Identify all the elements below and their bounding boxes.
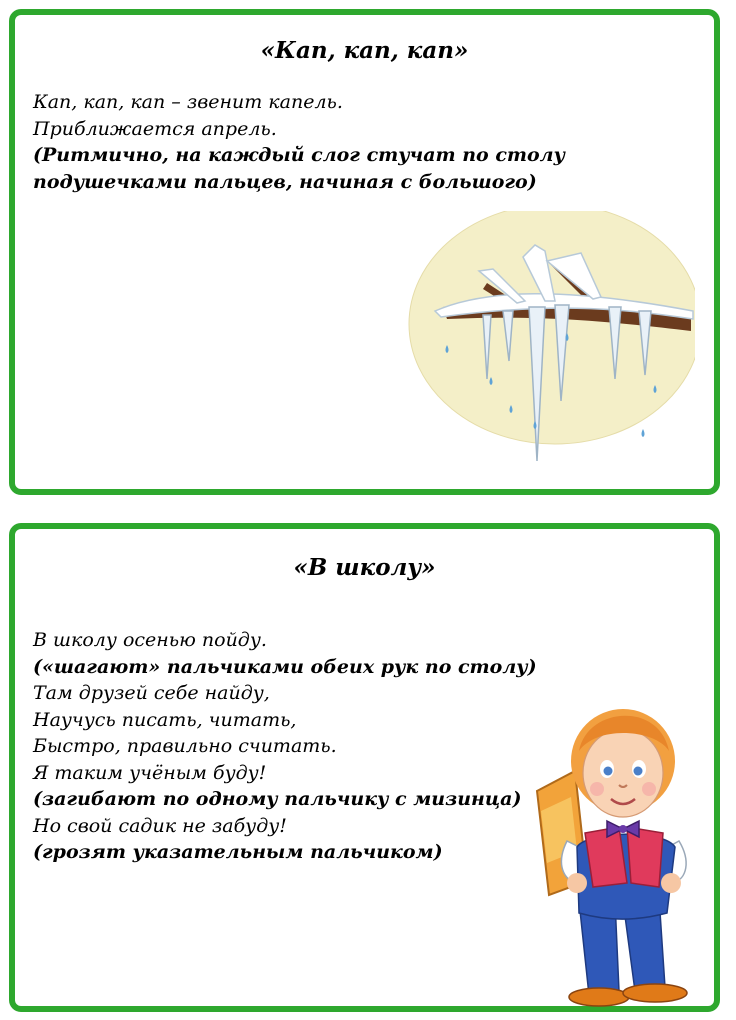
card-title: «Кап, кап, кап»: [260, 37, 469, 64]
verse-line: Я таким учёным буду!: [33, 761, 267, 784]
verse-line: Научусь писать, читать,: [33, 708, 297, 731]
verse-line: Кап, кап, кап – звенит капель.: [33, 91, 343, 113]
rhyme-text: [33, 89, 565, 195]
verse-line: Быстро, правильно считать.: [33, 735, 337, 757]
instruction-line: (загибают по одному пальчику с мизинца): [33, 788, 522, 810]
verse-line: Приближается апрель.: [33, 117, 277, 140]
schoolboy-illustration: [527, 651, 719, 1013]
card-title: «В школу»: [293, 554, 436, 581]
verse-line: Но свой садик не забуду!: [33, 814, 287, 837]
verse-line: Там друзей себе найду,: [33, 682, 270, 704]
instruction-line: подушечками пальцев, начиная с большого): [33, 170, 537, 193]
instruction-line: (грозят указательным пальчиком): [33, 841, 443, 863]
rhyme-text: [33, 627, 537, 866]
instruction-line: («шагают» пальчиками обеих рук по столу): [33, 655, 537, 678]
icicle-branch-illustration: [395, 211, 695, 471]
rhyme-card-kap-kap: [9, 9, 720, 495]
instruction-line: (Ритмично, на каждый слог стучат по столу: [33, 144, 565, 166]
verse-line: В школу осенью пойду.: [33, 629, 267, 651]
rhyme-card-v-shkolu: [9, 523, 720, 1012]
